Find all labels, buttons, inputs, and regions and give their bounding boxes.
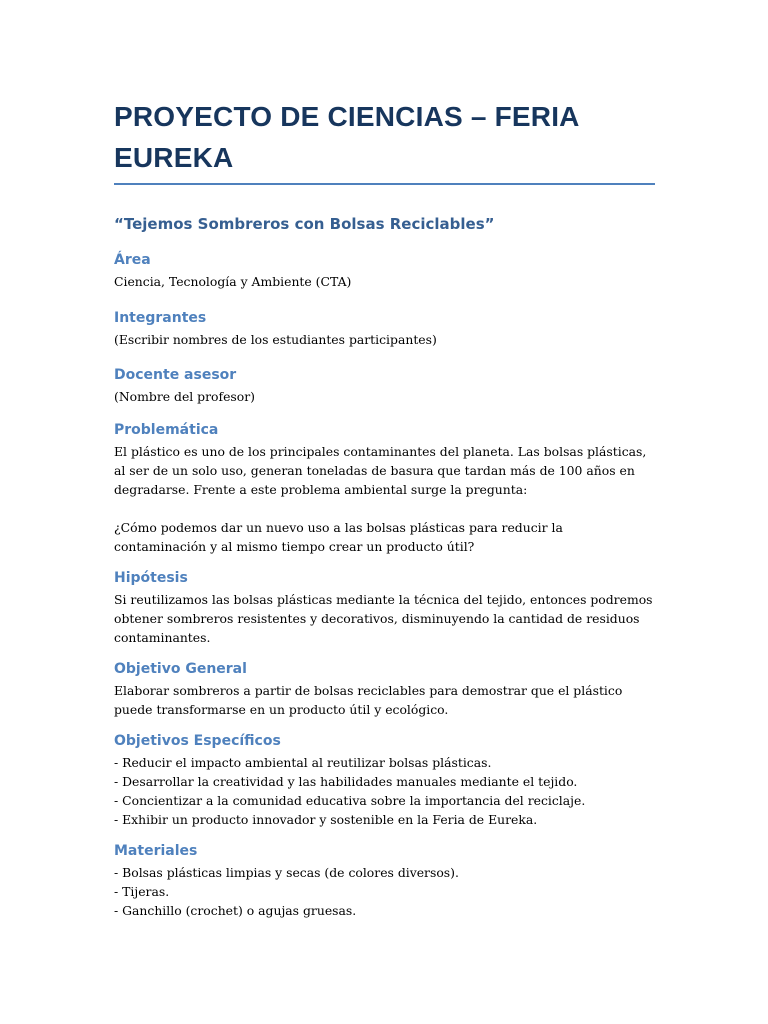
problematica-paragraph-2: ¿Cómo podemos dar un nuevo uso a las bolsas plásticas para reducir la contaminación y al mismo tiempo crear un producto útil? bbox=[114, 520, 563, 554]
section-materiales bbox=[114, 841, 655, 920]
docente-heading: Docente asesor bbox=[114, 367, 237, 383]
objetivos-especificos-heading: Objetivos Específicos bbox=[114, 733, 281, 749]
list-item: - Bolsas plásticas limpias y secas (de colores diversos). bbox=[114, 865, 459, 880]
objetivo-general-heading: Objetivo General bbox=[114, 661, 247, 677]
section-area bbox=[114, 250, 655, 291]
problematica-heading: Problemática bbox=[114, 422, 219, 438]
list-item: - Desarrollar la creatividad y las habilidades manuales mediante el tejido. bbox=[114, 774, 578, 789]
problematica-body bbox=[114, 442, 655, 556]
document-title: PROYECTO DE CIENCIAS – FERIA EUREKA bbox=[114, 96, 655, 185]
list-item: - Exhibir un producto innovador y sostenible en la Feria de Eureka. bbox=[114, 812, 538, 827]
problematica-paragraph-1: El plástico es uno de los principales contaminantes del planeta. Las bolsas plásticas, al ser de un solo uso, generan toneladas de basura que tardan más de 100 años en degradarse. Frente a este problema ambiental surge la pregunta: bbox=[114, 444, 647, 497]
project-subtitle: “Tejemos Sombreros con Bolsas Reciclables” bbox=[114, 215, 495, 233]
section-hipotesis bbox=[114, 568, 655, 647]
hipotesis-heading: Hipótesis bbox=[114, 570, 188, 586]
section-integrantes bbox=[114, 308, 655, 349]
section-docente bbox=[114, 365, 655, 406]
document-page bbox=[114, 96, 655, 920]
section-objetivo-general bbox=[114, 659, 655, 719]
materiales-list bbox=[114, 863, 655, 920]
list-item: - Ganchillo (crochet) o agujas gruesas. bbox=[114, 903, 357, 918]
objetivos-especificos-list bbox=[114, 753, 655, 829]
integrantes-heading: Integrantes bbox=[114, 310, 207, 326]
list-item: - Concientizar a la comunidad educativa sobre la importancia del reciclaje. bbox=[114, 793, 586, 808]
objetivo-general-text: Elaborar sombreros a partir de bolsas reciclables para demostrar que el plástico puede transformarse en un producto útil y ecológico. bbox=[114, 683, 623, 717]
area-text: Ciencia, Tecnología y Ambiente (CTA) bbox=[114, 274, 352, 289]
integrantes-text: (Escribir nombres de los estudiantes participantes) bbox=[114, 332, 437, 347]
section-objetivos-especificos bbox=[114, 731, 655, 829]
list-item: - Reducir el impacto ambiental al reutilizar bolsas plásticas. bbox=[114, 755, 492, 770]
materiales-heading: Materiales bbox=[114, 843, 198, 859]
docente-text: (Nombre del profesor) bbox=[114, 389, 255, 404]
area-heading: Área bbox=[114, 252, 151, 268]
list-item: - Tijeras. bbox=[114, 884, 170, 899]
hipotesis-text: Si reutilizamos las bolsas plásticas mediante la técnica del tejido, entonces podremos obtener sombreros resistentes y decorativos, disminuyendo la cantidad de residuos contaminantes. bbox=[114, 592, 653, 645]
section-problematica bbox=[114, 420, 655, 556]
